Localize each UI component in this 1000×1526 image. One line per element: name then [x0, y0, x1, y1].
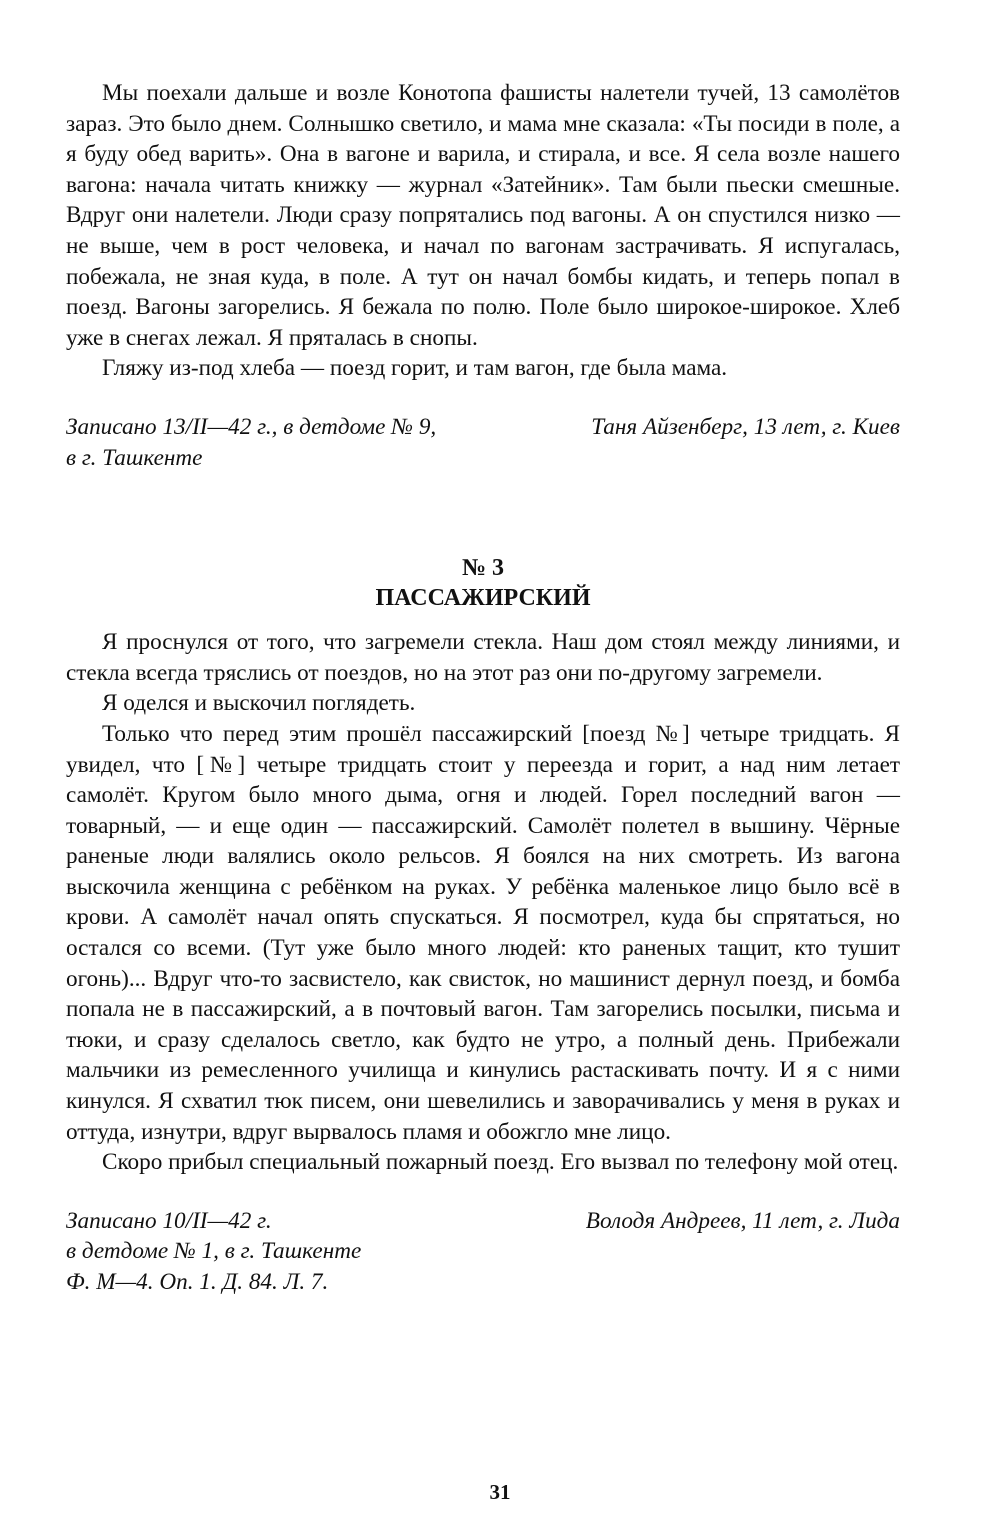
- story2-paragraph-2: Я оделся и выскочил поглядеть.: [102, 690, 416, 717]
- story2-record-line-2: в детдоме № 1, в г. Ташкенте: [66, 1238, 362, 1265]
- story1-record-line-1: Записано 13/II—42 г., в детдоме № 9,: [66, 413, 437, 440]
- story2-record-note: [66, 1206, 536, 1298]
- story2-heading: [66, 553, 900, 613]
- story1-author: Таня Айзенберг, 13 лет, г. Киев: [591, 413, 900, 440]
- story2-number: № 3: [461, 555, 505, 582]
- archive-reference: Ф. М—4. Оп. 1. Д. 84. Л. 7.: [66, 1269, 329, 1295]
- story1-paragraph-2: Гляжу из-под хлеба — поезд горит, и там вагон, где была мама.: [102, 355, 728, 382]
- story2-paragraph-4: Скоро прибыл специальный пожарный поезд. Его вызвал по телефону мой отец.: [102, 1149, 899, 1176]
- story2-author: Володя Андреев, 11 лет, г. Лида: [585, 1207, 900, 1234]
- story1-record-note: [66, 412, 536, 473]
- story1-record-line-2: в г. Ташкенте: [66, 444, 203, 471]
- story2-paragraph-3: Только что перед этим прошёл пассажирский [поезд №] четыре тридцать. Я увидел, что [№] четыре тридцать стоит у переезда и горит, а над ним летает самолёт. Кругом было много дыма, огня и людей. Горел последний вагон — товарный, — и еще один — пассажирский. Самолёт полетел в вышину. Чёрные раненые люди валялись около рельсов. Я боялся на них смотреть. Из вагона выскочила женщина с ребёнком на руках. У ребёнка маленькое лицо было всё в крови. А самолёт начал опять спускаться. Я посмотрел, куда бы спрятаться, но остался со всеми. (Тут уже было много людей: кто раненых тащит, кто тушит огонь)... Вдруг что-то засвистело, как свисток, но машинист дернул поезд, и бомба попала не в пассажирский, а в почтовый вагон. Там загорелись посылки, письма и тюки, и сразу сделалось светло, как будто не утро, а полный день. Прибежали мальчики из ремесленного училища и кинулись растаскивать почту. И я с ними кинулся. Я схватил тюк писем, они шевелились и заворачивались у меня в руках и оттуда, изнутри, вдруг вырвалось пламя и обожгло мне лицо.: [66, 720, 900, 1145]
- story2-title: ПАССАЖИРСКИЙ: [375, 585, 591, 612]
- story1-signature: [66, 412, 900, 473]
- story2-record-line-1: Записано 10/II—42 г.: [66, 1207, 272, 1234]
- page-number: 31: [489, 1480, 511, 1504]
- story2-paragraph-1: Я проснулся от того, что загремели стекла. Наш дом стоял между линиями, и стекла всегда тряслись от поездов, но на этот раз они по-другому загремели.: [66, 629, 900, 686]
- story1-paragraph-1: Мы поехали дальше и возле Конотопа фашисты налетели тучей, 13 самолётов зараз. Это было днем. Солнышко светило, и мама мне сказала: «Ты посиди в поле, а я буду обед варить». Она в вагоне и варила, и стирала, и все. Я села возле нашего вагона: начала читать книжку — журнал «Затейник». Там были пьески смешные. Вдруг они налетели. Люди сразу попрятались под вагоны. А он спустился низко — не выше, чем в рост человека, и начал по вагонам застрачивать. Я испугалась, побежала, не зная куда, в поле. А тут он начал бомбы кидать, и теперь попал в поезд. Вагоны загорелись. Я бежала по полю. Поле было широкое-широкое. Хлеб уже в снегах лежал. Я пряталась в снопы.: [66, 80, 900, 351]
- page-body: [66, 78, 900, 1298]
- story2-signature: [66, 1206, 900, 1298]
